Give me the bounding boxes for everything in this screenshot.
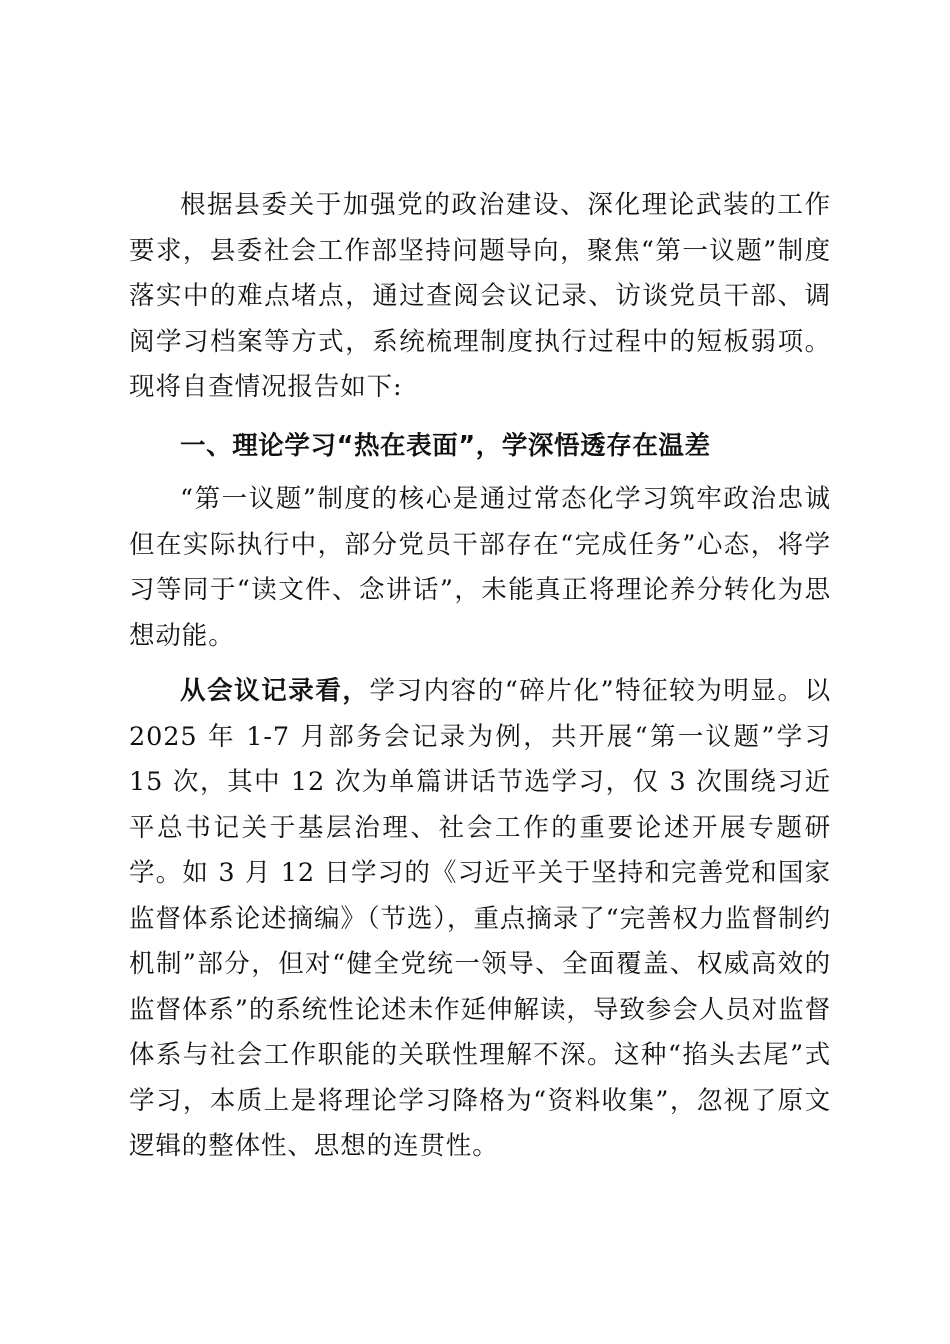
paragraph-lead-phrase: 从会议记录看， (180, 676, 370, 706)
paragraph-body-text: 学习内容的“碎片化”特征较为明显。以 2025 年 1-7 月部务会记录为例，共开展“第一议题”学习 15 次，其中 12 次为单篇讲话节选学习，仅 3 次围绕习近平总书记关于基层治理、社会工作的重要论述开展专题研学。如 3 月 12 日学习的《习近平关于坚持和完善党和国家监督体系论述摘编》（节选），重点摘录了“完善权力监督制约机制”部分，但对“健全党统一领导、全面覆盖、权威高效的监督体系”的系统性论述未作延伸解读，导致参会人员对监督体系与社会工作职能的关联性理解不深。这种“掐头去尾”式学习，本质上是将理论学习降格为“资料收集”，忽视了原文逻辑的整体性、思想的连贯性。 (129, 676, 831, 1161)
intro-paragraph: 根据县委关于加强党的政治建设、深化理论武装的工作要求，县委社会工作部坚持问题导向，聚焦“第一议题”制度落实中的难点堵点，通过查阅会议记录、访谈党员干部、调阅学习档案等方式，系统梳理制度执行过程中的短板弱项。现将自查情况报告如下: (129, 190, 831, 402)
document-body (129, 183, 831, 1170)
section-heading-1: 一、理论学习“热在表面”，学深悟透存在温差 (180, 430, 711, 461)
section-1-paragraph-2 (129, 669, 831, 1170)
section-1-paragraph-1: “第一议题”制度的核心是通过常态化学习筑牢政治忠诚但在实际执行中，部分党员干部存在“完成任务”心态，将学习等同于“读文件、念讲话”，未能真正将理论养分转化为思想动能。 (129, 484, 831, 651)
